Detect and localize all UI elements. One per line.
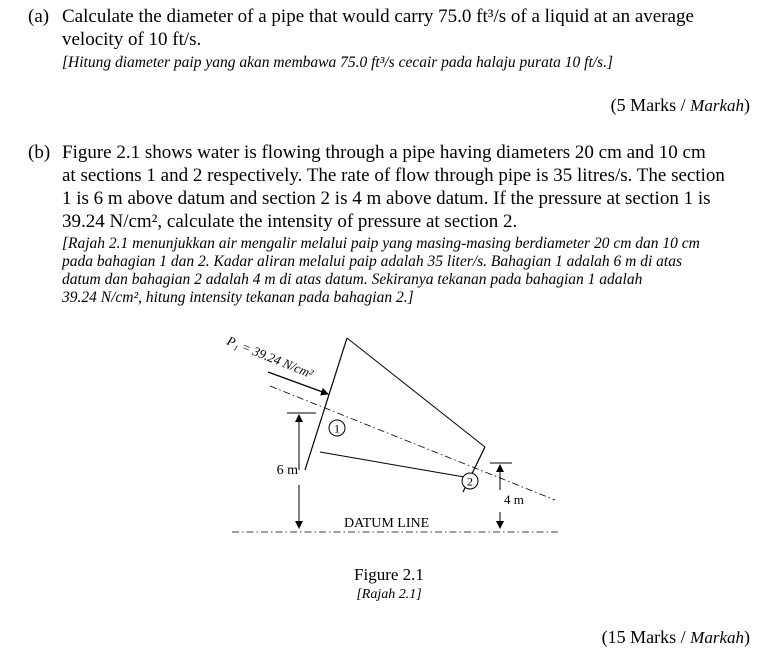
height-2-label: 4 m xyxy=(504,492,524,507)
question-a-marks: (5 Marks / Markah) xyxy=(610,95,750,115)
datum-label: DATUM LINE xyxy=(344,516,430,531)
question-b-label: (b) xyxy=(28,142,51,163)
section-1-number: 1 xyxy=(334,421,340,436)
question-b-malay-3: datum dan bahagian 2 adalah 4 m di atas datum. Sekiranya tekanan pada bahagian 1 adalah xyxy=(62,271,643,288)
question-a-line-1: Calculate the diameter of a pipe that would carry 75.0 ft³/s of a liquid at an average xyxy=(62,6,694,27)
pipe-centre-line xyxy=(270,386,555,500)
question-a-line-2: velocity of 10 ft/s. xyxy=(62,29,202,50)
question-a-label: (a) xyxy=(28,6,50,27)
question-b-line-1: Figure 2.1 shows water is flowing through a pipe having diameters 20 cm and 10 cm xyxy=(62,142,706,163)
question-b-marks: (15 Marks / Markah) xyxy=(601,627,750,647)
pipe-bottom-wall xyxy=(320,452,470,478)
section-2-number: 2 xyxy=(467,474,473,489)
question-b-malay-4: 39.24 N/cm², hitung intensity tekanan pada bahagian 2.] xyxy=(62,289,414,306)
question-b-line-3: 1 is 6 m above datum and section 2 is 4 m above datum. If the pressure at section 1 is xyxy=(62,188,711,209)
section-1-line xyxy=(305,338,347,470)
question-a-malay: [Hitung diameter paip yang akan membawa 75.0 ft³/s cecair pada halaju purata 10 ft/s.] xyxy=(62,54,613,71)
pipe-top-wall xyxy=(347,338,485,447)
pressure-label: P₁ = 39.24 N/cm² xyxy=(224,332,316,382)
question-b-malay-2: pada bahagian 1 dan 2. Kadar aliran melalui paip adalah 35 liter/s. Bahagian 1 adalah 6 m di atas xyxy=(62,253,683,270)
question-b-malay-1: [Rajah 2.1 menunjukkan air mengalir melalui paip yang masing-masing berdiameter 20 cm dan 10 cm xyxy=(62,235,700,252)
height-1-label: 6 m xyxy=(276,463,298,478)
question-b-line-4: 39.24 N/cm², calculate the intensity of pressure at section 2. xyxy=(62,211,518,232)
figure-caption-malay: [Rajah 2.1] xyxy=(356,587,422,602)
figure-caption: Figure 2.1 xyxy=(354,565,424,584)
question-b-line-2: at sections 1 and 2 respectively. The rate of flow through pipe is 35 litres/s. The section xyxy=(62,165,725,186)
